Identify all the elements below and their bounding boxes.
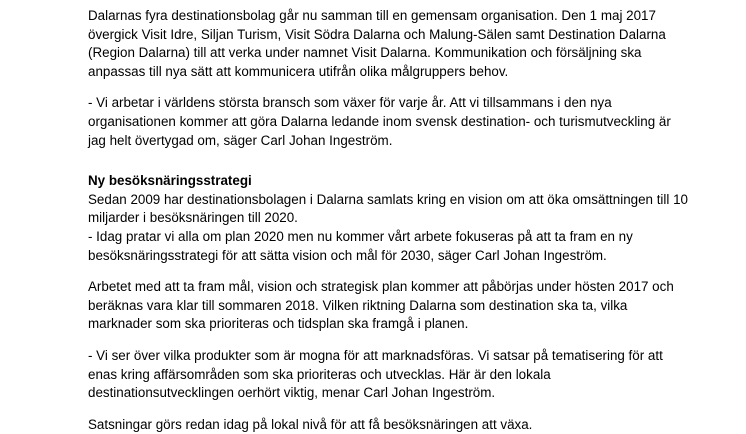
- local-investment-paragraph: Satsningar görs redan idag på lokal nivå för att få besöksnäringen att växa.: [88, 416, 533, 432]
- quote-paragraph: - Vi arbetar i världens största bransch som växer för varje år. Att vi tillsammans i den nya organisationen kommer att göra Dalarna ledande inom svensk destination- och turismutveckling är jag helt övertygad om, säger Carl Johan Ingeström.: [88, 95, 671, 148]
- strategy-paragraph: Sedan 2009 har destinationsbolagen i Dalarna samlats kring en vision om att öka omsättningen till 10 miljarder i besöksnäringen till 2020. - Idag pratar vi alla om plan 2020 men nu kommer vårt arbete fokuseras på att ta fram en ny besöksnäringsstrategi för att sätta vision och mål för 2030, säger Carl Johan Ingeström.: [88, 191, 688, 263]
- section-heading: Ny besöksnäringsstrategi: [88, 173, 252, 189]
- products-paragraph: - Vi ser över vilka produkter som är mogna för att marknadsföras. Vi satsar på tematisering för att enas kring affärsområden som ska prioriteras och utvecklas. Här är den lokala destinationsutvecklingen oerhört viktig, menar Carl Johan Ingeström.: [88, 347, 663, 401]
- document-page: [88, 7, 728, 434]
- intro-paragraph: Dalarnas fyra destinationsbolag går nu samman till en gemensam organisation. Den 1 maj 2017 övergick Visit Idre, Siljan Turism, Visit Södra Dalarna och Malung-Sälen samt Destination Dalarna (Region Dalarna) till att verka under namnet Visit Dalarna. Kommunikation och försäljning ska anpassas till nya sätt att kommunicera utifrån olika målgruppers behov.: [88, 8, 666, 79]
- plan-paragraph: Arbetet med att ta fram mål, vision och strategisk plan kommer att påbörjas under hösten 2017 och beräknas vara klar till sommaren 2018. Vilken riktning Dalarna som destination ska ta, vilka marknader som ska prioriteras och tidsplan ska framgå i planen.: [88, 279, 674, 332]
